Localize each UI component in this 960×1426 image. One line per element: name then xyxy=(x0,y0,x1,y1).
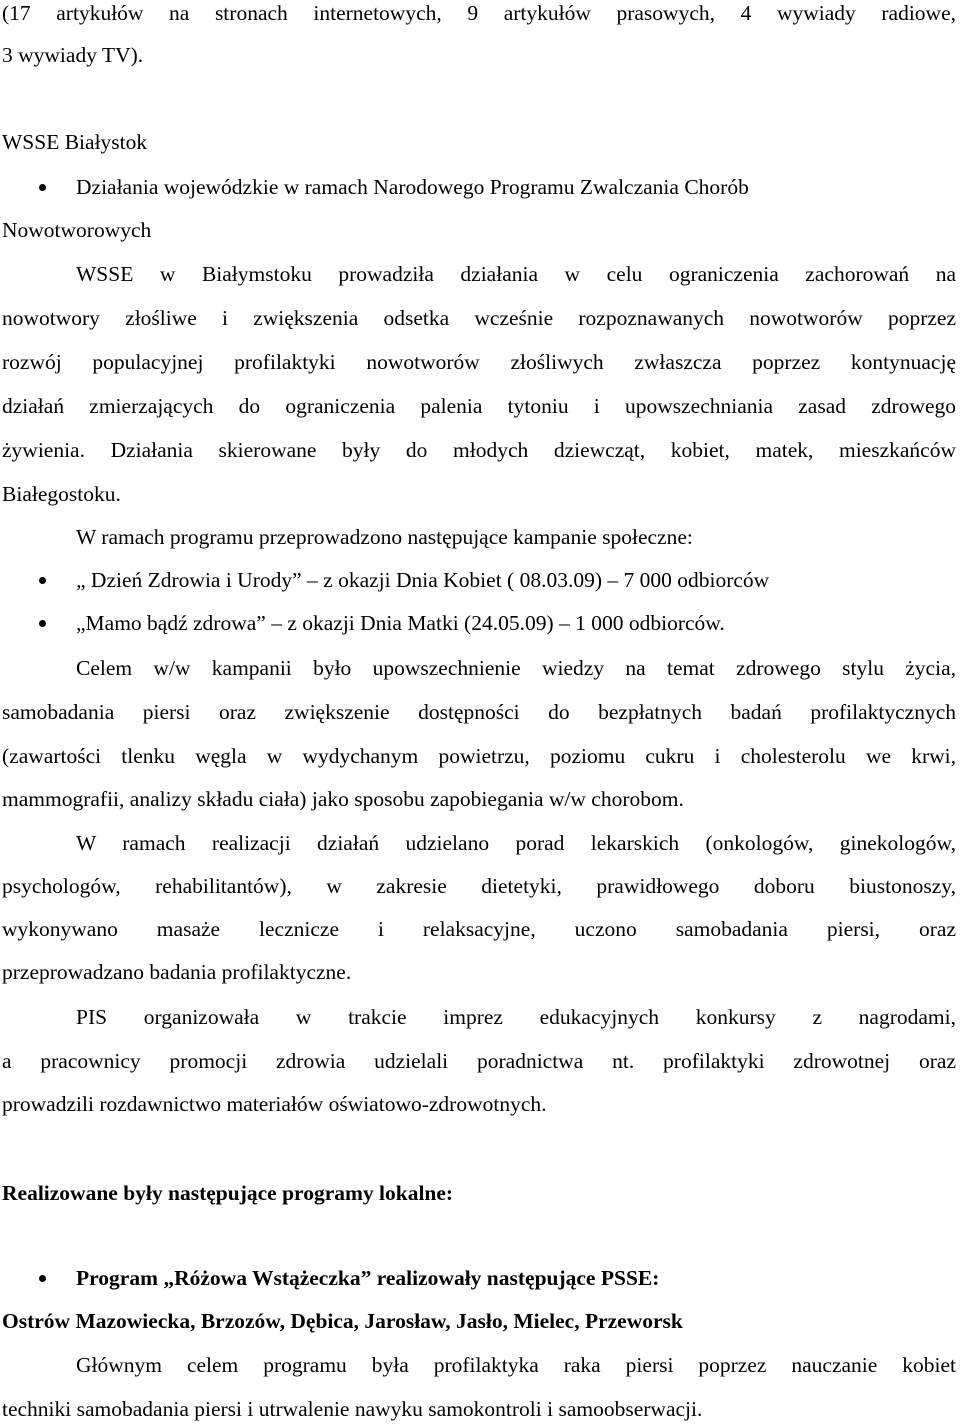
paragraph-line: WSSE w Białymstoku prowadziła działania w celu ograniczenia zachorowań na xyxy=(76,262,956,286)
campaigns-intro: W ramach programu przeprowadzono następujące kampanie społeczne: xyxy=(76,525,693,549)
paragraph-line: techniki samobadania piersi i utrwalenie nawyku samokontroli i samoobserwacji. xyxy=(2,1397,703,1421)
paragraph-line: mammografii, analizy składu ciała) jako sposobu zapobiegania w/w chorobom. xyxy=(2,787,684,811)
paragraph-line: W ramach realizacji działań udzielano porad lekarskich (onkologów, ginekologów, xyxy=(76,831,956,855)
campaign-item: „Mamo bądź zdrowa” – z okazji Dnia Matki (24.05.09) – 1 000 odbiorców. xyxy=(76,611,725,635)
paragraph-line: żywienia. Działania skierowane były do młodych dziewcząt, kobiet, matek, mieszkańców xyxy=(2,438,956,462)
paragraph-line: działań zmierzających do ograniczenia palenia tytoniu i upowszechniania zasad zdrowego xyxy=(2,394,956,418)
intro-line-2: 3 wywiady TV). xyxy=(2,43,144,67)
paragraph-line: PIS organizowała w trakcie imprez edukacyjnych konkursy z nagrodami, xyxy=(76,1005,956,1029)
intro-line-1: (17 artykułów na stronach internetowych, 9 artykułów prasowych, 4 wywiady radiowe, xyxy=(2,1,956,25)
bullet-title: Działania wojewódzkie w ramach Narodowego Programu Zwalczania Chorób xyxy=(76,175,749,199)
paragraph-line: Celem w/w kampanii było upowszechnienie wiedzy na temat zdrowego stylu życia, xyxy=(76,656,956,680)
paragraph-line: samobadania piersi oraz zwiększenie dostępności do bezpłatnych badań profilaktycznych xyxy=(2,700,956,724)
bullet-icon xyxy=(39,620,46,627)
section-heading: Realizowane były następujące programy lokalne: xyxy=(2,1181,454,1205)
bullet-icon xyxy=(39,577,46,584)
paragraph-line: wykonywano masaże lecznicze i relaksacyjne, uczono samobadania piersi, oraz xyxy=(2,917,956,941)
paragraph-line: prowadzili rozdawnictwo materiałów oświatowo-zdrowotnych. xyxy=(2,1092,547,1116)
paragraph-line: nowotwory złośliwe i zwiększenia odsetka wcześnie rozpoznawanych nowotworów poprzez xyxy=(2,306,956,330)
section-heading: WSSE Białystok xyxy=(2,130,148,154)
bullet-icon xyxy=(39,1275,46,1282)
program-title: Program „Różowa Wstążeczka” realizowały następujące PSSE: xyxy=(76,1266,660,1290)
paragraph-line: rozwój populacyjnej profilaktyki nowotworów złośliwych zwłaszcza poprzez kontynuację xyxy=(2,350,956,374)
paragraph-line: psychologów, rehabilitantów), w zakresie dietetyki, prawidłowego doboru biustonoszy, xyxy=(2,874,956,898)
paragraph-line: Białegostoku. xyxy=(2,482,121,506)
campaign-item: „ Dzień Zdrowia i Urody” – z okazji Dnia Kobiet ( 08.03.09) – 7 000 odbiorców xyxy=(76,568,770,592)
program-cities: Ostrów Mazowiecka, Brzozów, Dębica, Jarosław, Jasło, Mielec, Przeworsk xyxy=(2,1309,683,1333)
paragraph-line: (zawartości tlenku węgla w wydychanym powietrzu, poziomu cukru i cholesterolu we krwi, xyxy=(2,744,956,768)
paragraph-line: a pracownicy promocji zdrowia udzielali poradnictwa nt. profilaktyki zdrowotnej oraz xyxy=(2,1049,956,1073)
bullet-icon xyxy=(39,184,46,191)
paragraph-line: Głównym celem programu była profilaktyka raka piersi poprzez nauczanie kobiet xyxy=(76,1353,956,1377)
paragraph-line: przeprowadzano badania profilaktyczne. xyxy=(2,960,352,984)
bullet-title-cont: Nowotworowych xyxy=(2,218,152,242)
